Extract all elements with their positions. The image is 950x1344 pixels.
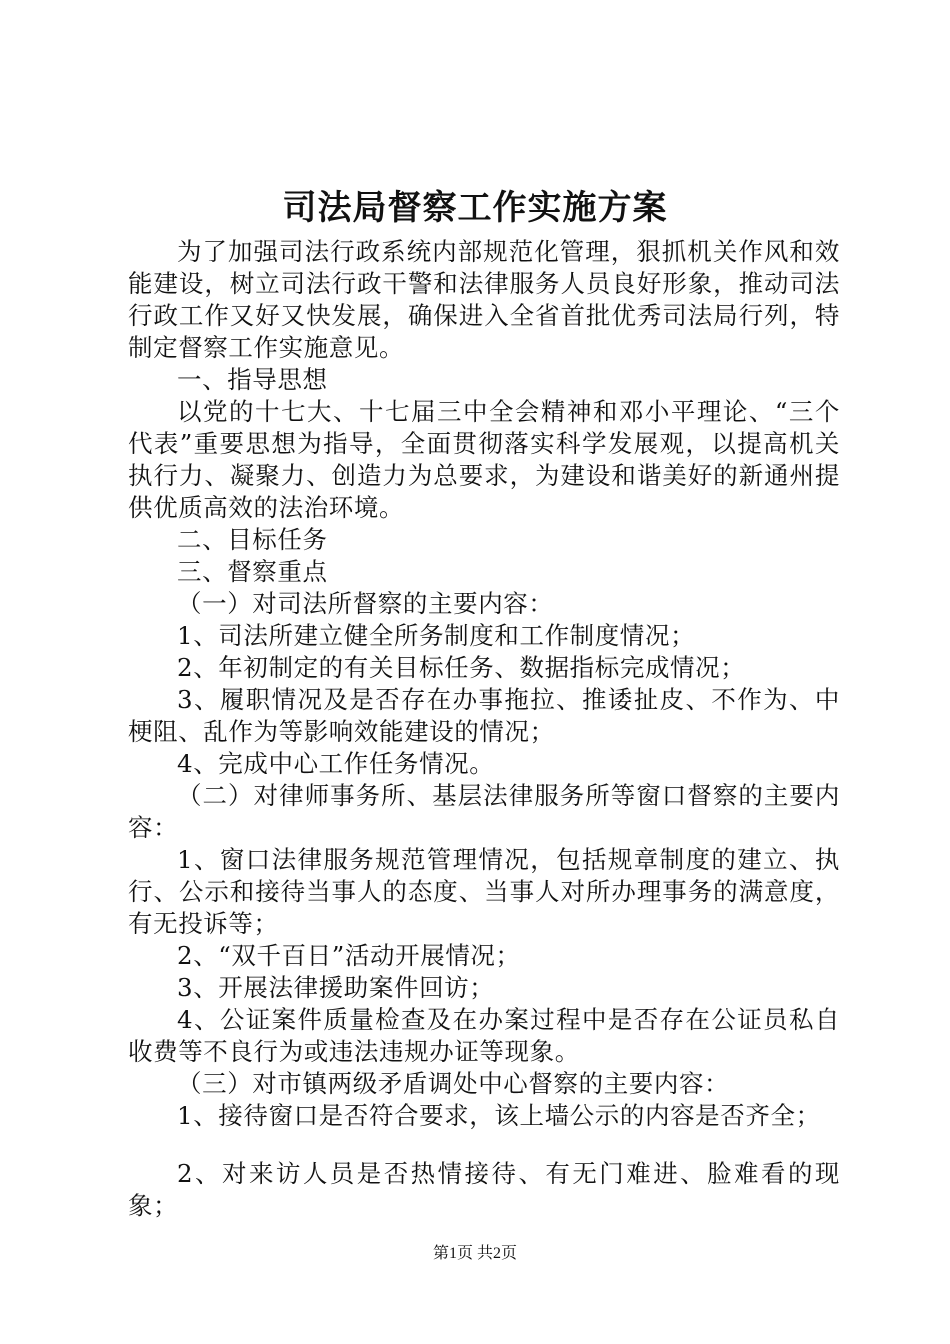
heading-focus: 三、督察重点 (177, 557, 328, 586)
page-number: 第1页 共2页 (432, 1245, 517, 1262)
list-item: 3、开展法律援助案件回访； (177, 973, 495, 1002)
list-item: 1、司法所建立健全所务制度和工作制度情况； (177, 621, 696, 650)
paragraph-intro: 为了加强司法行政系统内部规范化管理，狠抓机关作风和效能建设，树立司法行政干警和法律服务人员良好形象，推动司法行政工作又好又快发展，确保进入全省首批优秀司法局行列，特制定督察工作实施意见。 (128, 237, 840, 362)
list-item: 1、窗口法律服务规范管理情况，包括规章制度的建立、执行、公示和接待当事人的态度、当事人对所办理事务的满意度，有无投诉等； (128, 845, 840, 938)
list-item: 4、公证案件质量检查及在办案过程中是否存在公证员私自收费等不良行为或违法违规办证等现象。 (128, 1005, 840, 1066)
document-body (128, 236, 840, 1222)
heading-goals: 二、目标任务 (177, 525, 328, 554)
subheading-law-firms: （二）对律师事务所、基层法律服务所等窗口督察的主要内容： (128, 781, 840, 842)
list-item: 2、年初制定的有关目标任务、数据指标完成情况； (177, 653, 746, 682)
list-item: 2、对来访人员是否热情接待、有无门难进、脸难看的现象； (128, 1159, 840, 1220)
list-item: 1、接待窗口是否符合要求，该上墙公示的内容是否齐全； (177, 1101, 821, 1130)
list-item: 3、履职情况及是否存在办事拖拉、推诿扯皮、不作为、中梗阻、乱作为等影响效能建设的情况； (128, 685, 840, 746)
subheading-judicial-office: （一）对司法所督察的主要内容： (177, 589, 554, 618)
list-item: 4、完成中心工作任务情况。 (177, 749, 495, 778)
list-item: 2、“双千百日”活动开展情况； (177, 941, 521, 970)
heading-guiding-thought: 一、指导思想 (177, 365, 328, 394)
paragraph-guiding-thought: 以党的十七大、十七届三中全会精神和邓小平理论、“三个代表”重要思想为指导，全面贯彻落实科学发展观，以提高机关执行力、凝聚力、创造力为总要求，为建设和谐美好的新通州提供优质高效的法治环境。 (128, 397, 840, 522)
document-title: 司法局督察工作实施方案 (282, 188, 668, 228)
subheading-mediation-center: （三）对市镇两级矛盾调处中心督察的主要内容： (177, 1069, 730, 1098)
